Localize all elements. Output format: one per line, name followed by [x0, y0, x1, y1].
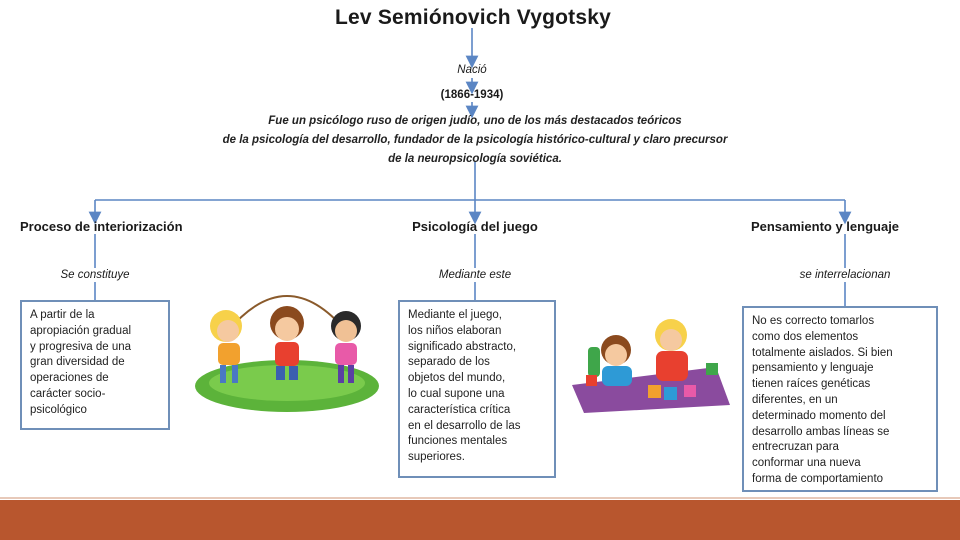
box-line: forma de comportamiento: [752, 472, 884, 485]
box-line: como dos elementos: [752, 330, 859, 343]
box-line: lo cual supone una: [408, 387, 505, 400]
box-line: operaciones de: [30, 372, 109, 385]
branch-box-interiorizacion: [20, 300, 170, 430]
box-line: significado abstracto,: [408, 340, 517, 353]
intro-text: [150, 112, 800, 169]
branch-box-juego: [398, 300, 556, 478]
box-line: característica crítica: [408, 403, 511, 416]
box-line: en el desarrollo de las: [408, 419, 521, 432]
footer-bar: [0, 500, 960, 540]
intro-line: de la psicología del desarrollo, fundador de la psicología histórico-cultural y claro precursor: [222, 134, 728, 146]
connector-label-2: Mediante este: [438, 269, 512, 281]
box-line: gran diversidad de: [30, 356, 125, 369]
box-line: determinado momento del: [752, 409, 886, 422]
page-title: Lev Semiónovich Vygotsky: [335, 6, 611, 29]
years-label: (1866-1934): [440, 89, 504, 101]
branch-box-lenguaje: [742, 306, 938, 492]
box-line: los niños elaboran: [408, 324, 502, 337]
box-line: diferentes, en un: [752, 393, 838, 406]
box-line: superiores.: [408, 451, 465, 464]
connector-label-3: se interrelacionan: [799, 269, 891, 281]
box-line: y progresiva de una: [30, 340, 132, 353]
box-line: desarrollo ambas líneas se: [752, 425, 890, 438]
branch-heading-lenguaje: Pensamiento y lenguaje: [750, 219, 900, 234]
box-line: objetos del mundo,: [408, 372, 506, 385]
children-jump-rope-illustration: [188, 271, 386, 413]
box-line: No es correcto tomarlos: [752, 315, 875, 327]
box-line: conformar una nueva: [752, 457, 861, 470]
box-line: A partir de la: [30, 309, 95, 321]
branch-heading-juego: Psicología del juego: [412, 219, 538, 234]
branch-heading-interiorizacion: Proceso de interiorización: [20, 219, 183, 234]
connector-label-1: Se constituye: [60, 269, 130, 281]
born-label: Nació: [457, 64, 487, 76]
children-blocks-illustration: [566, 305, 732, 415]
box-line: entrecruzan para: [752, 441, 839, 454]
box-line: carácter socio-: [30, 387, 106, 400]
box-line: psicológico: [30, 403, 87, 416]
box-line: apropiación gradual: [30, 324, 132, 337]
box-line: funciones mentales: [408, 435, 508, 448]
box-line: separado de los: [408, 356, 490, 369]
intro-line: Fue un psicólogo ruso de origen judío, uno de los más destacados teóricos: [268, 115, 682, 127]
box-line: Mediante el juego,: [408, 309, 502, 321]
box-line: totalmente aislados. Si bien: [752, 346, 893, 359]
box-line: pensamiento y lenguaje: [752, 362, 874, 375]
box-line: tienen raíces genéticas: [752, 378, 871, 391]
footer-divider: [0, 497, 960, 499]
intro-line: de la neuropsicología soviética.: [388, 153, 562, 165]
